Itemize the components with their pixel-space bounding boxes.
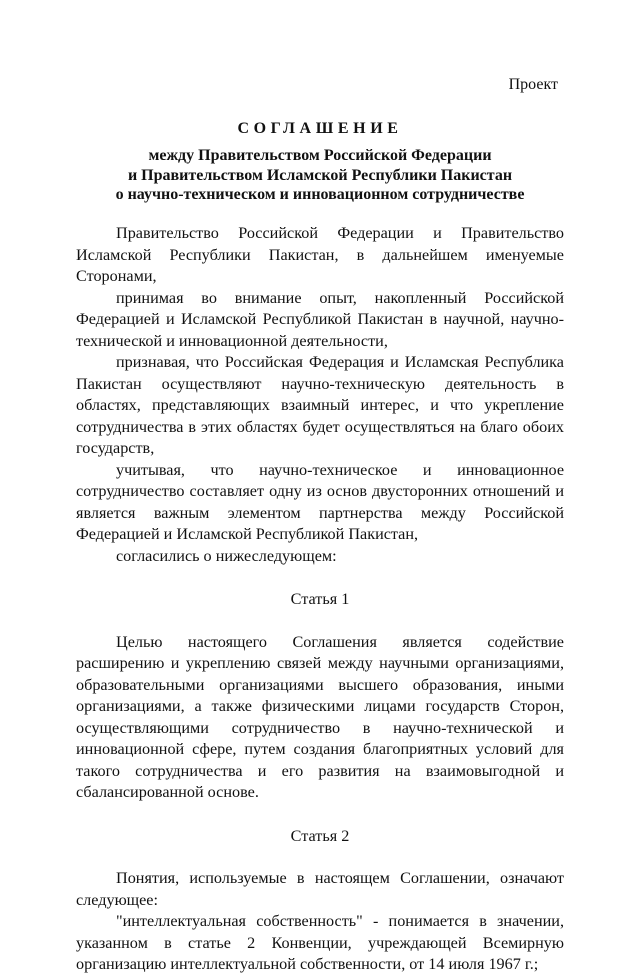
article-2-definition: "интеллектуальная собственность" - понимается в значении, указанном в статье 2 Конвенции, учреждающей Всемирную организацию интеллектуальной собственности, от 14 июля 1967 г.; [76,912,564,973]
article-2-heading: Статья 2 [290,826,350,845]
subtitle-line: между Правительством Российской Федерации [148,147,492,164]
article-1-heading: Статья 1 [290,590,350,608]
document-title: СОГЛАШЕНИЕ [237,120,403,137]
document-body [76,223,564,976]
subtitle-line: о научно-техническом и инновационном сотрудничестве [115,186,525,203]
preamble-paragraph: согласились о нижеследующем: [116,546,337,565]
preamble-paragraph: принимая во внимание опыт, накопленный Российской Федерацией и Исламской Республикой Пакистан в научной, научно-технической и инновационной деятельности, [76,288,564,350]
preamble-paragraph: признавая, что Российская Федерация и Исламская Республика Пакистан осуществляют научно-техническую деятельность в областях, представляющих взаимный интерес, и что укрепление сотрудничества в этих областях будет осуществляться на благо обоих государств, [76,353,564,457]
subtitle-line: и Правительством Исламской Республики Пакистан [127,166,513,184]
article-1-text: Целью настоящего Соглашения является содействие расширению и укреплению связей между научными организациями, образовательными организациями высшего образования, иными организациями, а также физическими лицами государств Сторон, осуществляющими сотрудничество в научно-технической и инновационной сфере, путем создания благоприятных условий для такого сотрудничества и его развития на взаимовыгодной и сбалансированной основе. [76,632,564,801]
document-subtitle [70,146,570,205]
preamble-paragraph: Правительство Российской Федерации и Правительство Исламской Республики Пакистан, в дальнейшем именуемые Сторонами, [76,224,564,285]
preamble-paragraph: учитывая, что научно-техническое и инновационное сотрудничество составляет одну из основ двусторонних отношений и является важным элементом партнерства между Российской Федерацией и Исламской Республикой Пакистан, [76,460,564,543]
draft-stamp: Проект [508,76,558,93]
article-2-intro: Понятия, используемые в настоящем Соглашении, означают следующее: [76,869,564,909]
